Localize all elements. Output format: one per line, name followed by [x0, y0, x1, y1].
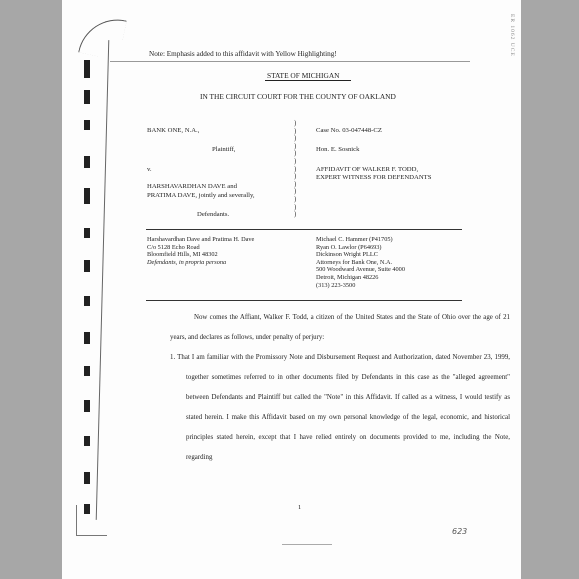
state-underline: [265, 80, 351, 81]
defendants-line: C/o 5128 Echo Road: [147, 243, 200, 251]
plaintiff-role: Plaintiff,: [212, 146, 236, 153]
judge-name: Hon. E. Sosnick: [316, 146, 360, 153]
highlight-note: Note: Emphasis added to this affidavit with Yellow Highlighting!: [149, 50, 337, 58]
page-number: 1: [298, 504, 302, 511]
court-heading: IN THE CIRCUIT COURT FOR THE COUNTY OF OAKLAND: [200, 92, 396, 101]
defendants-line: Harshavardhan Dave and Pratima H. Dave: [147, 236, 255, 243]
intro-paragraph: Now comes the Affiant, Walker F. Todd, a citizen of the United States and the State of Ohio over the age of 21 years, and declares as follows, under penalty of perjury:: [170, 314, 510, 341]
attorney-line: 500 Woodward Avenue, Suite 4000: [316, 266, 405, 274]
edge-stamp: ER 1062 UCE: [509, 14, 515, 57]
attorney-line: (313) 223-3500: [316, 281, 356, 289]
defendant-line-2: PRATIMA DAVE, jointly and severally,: [147, 192, 255, 199]
defendants-block: [147, 236, 254, 266]
defendants-line: Bloomfield Hills, MI 48302: [147, 251, 218, 259]
attorney-line: Dickinson Wright PLLC: [316, 251, 378, 259]
attorney-line: Michael C. Hammer (P41705): [316, 236, 393, 243]
attorney-line: Attorneys for Bank One, N.A.: [316, 258, 393, 266]
attorneys-block: [316, 236, 405, 289]
margin-line: [96, 40, 110, 520]
document-page: [62, 0, 521, 579]
defendant-line-1: HARSHAVARDHAN DAVE and: [147, 183, 237, 190]
binder-hole-marks: [84, 60, 92, 520]
corner-mark: [76, 505, 107, 536]
defendants-line: Defendants, in propria persona: [147, 258, 227, 266]
plaintiff-name: BANK ONE, N.A.,: [147, 127, 200, 134]
caption-parentheses: ) ) ) ) ) ) ) ) ) ) ) ) ): [294, 120, 297, 219]
versus-label: v.: [147, 166, 152, 173]
case-number: Case No. 03-047448-CZ: [316, 127, 382, 134]
document-title-2: EXPERT WITNESS FOR DEFENDANTS: [316, 174, 432, 181]
footer-rule: [282, 544, 332, 545]
paragraph-1: 1. That I am familiar with the Promissory Note and Disbursement Request and Authorization, dated November 23, 1999, together sometimes referred to in other documents filed by Defendants in this case as the "alleged agreement" between Defendants and Plaintiff but called the "Note" in this Affidavit. If called as a witness, I would testify as stated herein. I make this Affidavit based on my own personal knowledge of the legal, economic, and historical principles stated herein, except that I have relied entirely on documents provided to me, including the Note, regarding: [170, 354, 510, 461]
affidavit-body: [170, 308, 510, 468]
header-rule: [110, 61, 470, 62]
caption-rule: [146, 229, 462, 230]
attorney-line: Ryan O. Lawlor (P64693): [316, 243, 382, 251]
state-heading: STATE OF MICHIGAN: [267, 71, 340, 80]
binding-curve-mark: [78, 12, 127, 61]
handwritten-page-number: 623: [452, 527, 468, 536]
document-title-1: AFFIDAVIT OF WALKER F. TODD,: [316, 166, 419, 173]
defendant-role: Defendants.: [197, 211, 230, 218]
attorney-line: Detroit, Michigan 48226: [316, 273, 379, 281]
block-rule: [146, 300, 462, 301]
